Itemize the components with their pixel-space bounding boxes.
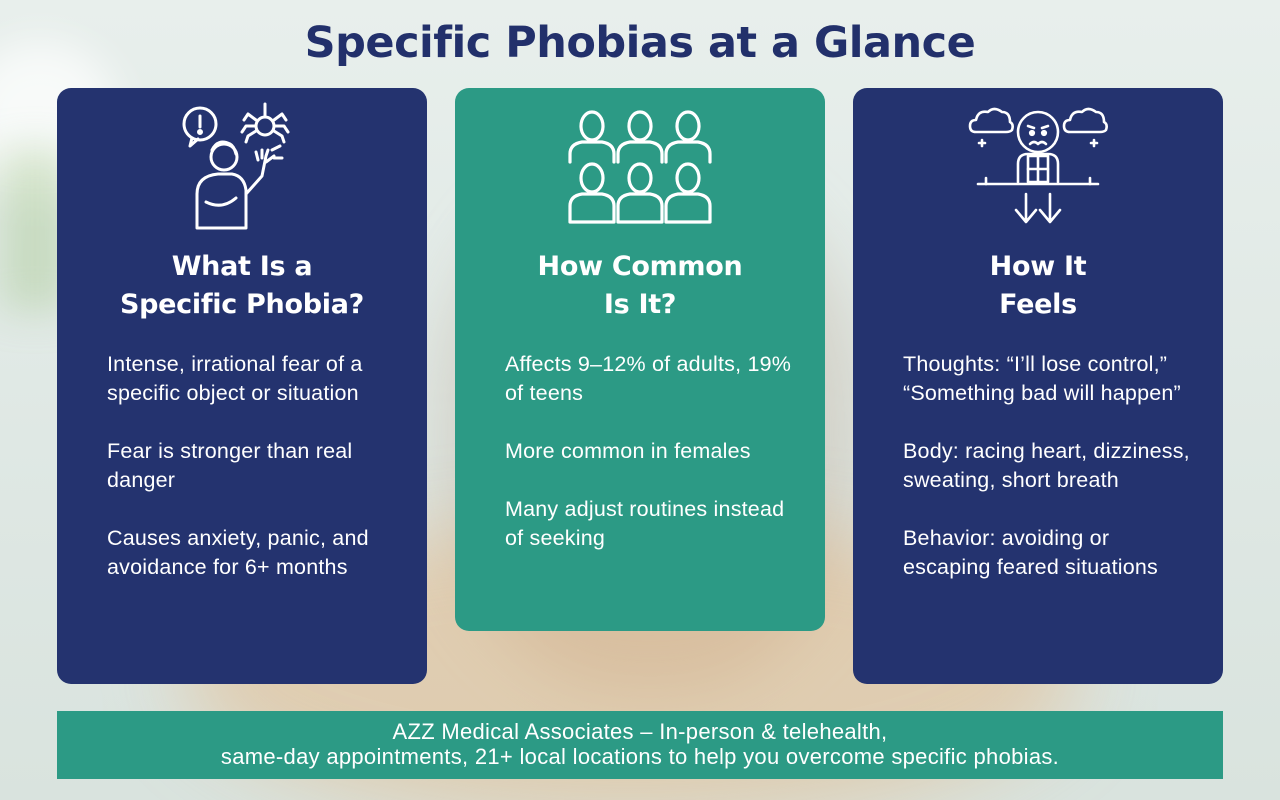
list-item: More common in females: [505, 439, 751, 463]
list-item: Body: racing heart, dizziness, sweating, short breath: [903, 439, 1190, 492]
footer-line-1: AZZ Medical Associates – In-person & telehealth,: [392, 719, 888, 744]
frightened-person-spider-icon: [162, 102, 322, 232]
page-title: Specific Phobias at a Glance: [304, 18, 976, 68]
footer-banner: [57, 711, 1223, 779]
card-how-it-feels: [853, 88, 1223, 684]
list-item: Thoughts: “I’ll lose control,” “Something bad will happen”: [903, 352, 1181, 405]
card-heading: How It Feels: [989, 251, 1087, 320]
list-item: Affects 9–12% of adults, 19% of teens: [505, 352, 792, 405]
card-how-common: [455, 88, 825, 631]
anxious-person-clouds-icon: [958, 102, 1118, 232]
card-list: [903, 350, 1203, 611]
footer-line-2: same-day appointments, 21+ local locations to help you overcome specific phobias.: [220, 744, 1060, 769]
card-heading: How Common Is It?: [537, 251, 743, 320]
card-list: [107, 350, 407, 611]
list-item: Intense, irrational fear of a specific object or situation: [107, 352, 363, 405]
card-heading: What Is a Specific Phobia?: [120, 251, 364, 320]
list-item: Behavior: avoiding or escaping feared situations: [903, 526, 1159, 579]
card-what-is: [57, 88, 427, 684]
card-list: [505, 350, 805, 582]
list-item: Causes anxiety, panic, and avoidance for 6+ months: [107, 526, 369, 579]
list-item: Fear is stronger than real danger: [107, 439, 353, 492]
list-item: Many adjust routines instead of seeking: [505, 497, 785, 550]
group-of-people-icon: [560, 102, 720, 232]
